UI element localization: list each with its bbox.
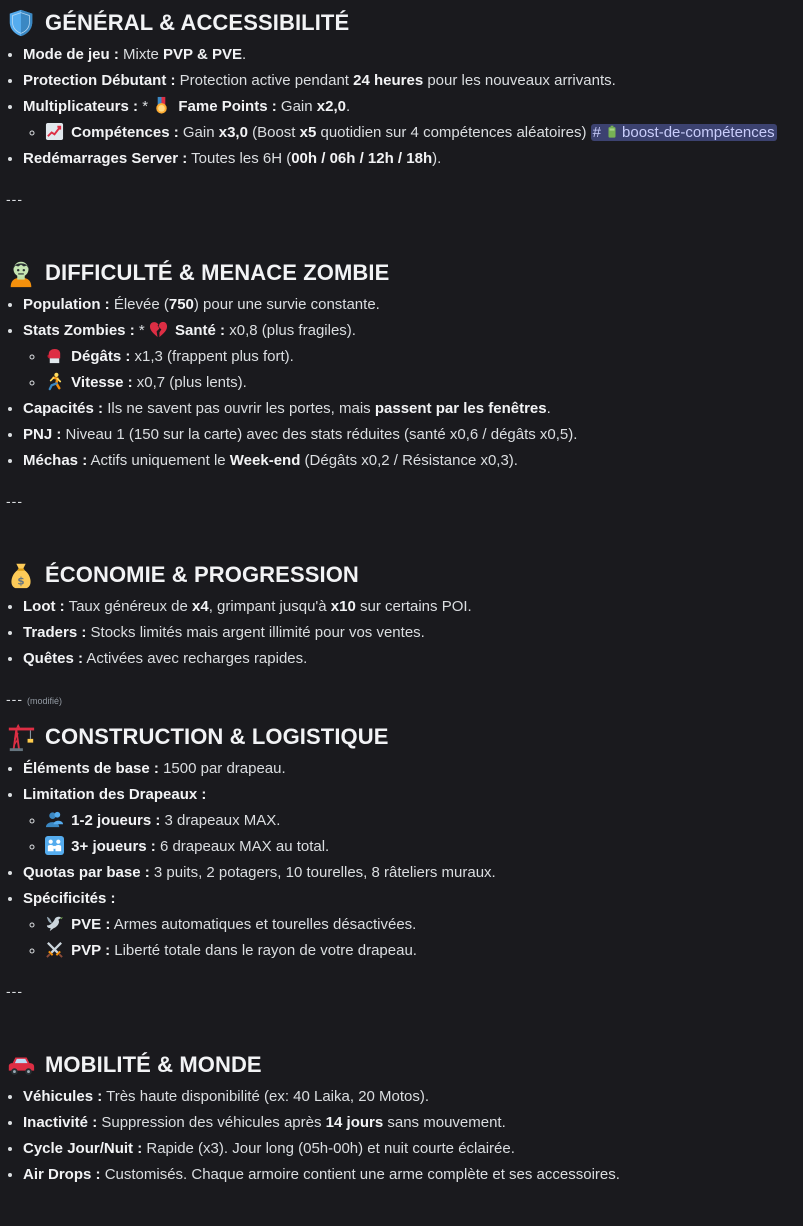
crossed-swords-icon	[45, 940, 64, 959]
car-icon	[6, 1050, 36, 1080]
list-item: • Éléments de base : 1500 par drapeau.	[23, 756, 803, 782]
list-item: • Multiplicateurs : * Fame Points : Gain x2,0. ◦ Compétences : Gain x3,0 (Boost x5 quotidien sur 4 compétences aléatoires) # boost-de-compétences	[23, 94, 803, 146]
list-item: • Stats Zombies : * Santé : x0,8 (plus fragiles). ◦ Dégâts : x1,3 (frappent plus fort). ◦ Vitesse : x0,7 (plus lents).	[23, 318, 803, 396]
dove-icon	[45, 914, 64, 933]
section-title-text: MOBILITÉ & MONDE	[45, 1052, 262, 1077]
list-item: ◦ 3+ joueurs : 6 drapeaux MAX au total.	[45, 834, 803, 860]
boxing-glove-icon	[45, 346, 64, 365]
family-icon	[45, 836, 64, 855]
list-item: • Protection Débutant : Protection active pendant 24 heures pour les nouveaux arrivants.	[23, 68, 803, 94]
list-item: ◦ Vitesse : x0,7 (plus lents).	[45, 370, 803, 396]
list-item: • Cycle Jour/Nuit : Rapide (x3). Jour long (05h-00h) et nuit courte éclairée.	[23, 1136, 803, 1162]
separator: ---	[6, 983, 23, 999]
shield-icon	[6, 8, 36, 38]
list-item: • Quêtes : Activées avec recharges rapides.	[23, 646, 803, 672]
list-item: ◦ Compétences : Gain x3,0 (Boost x5 quotidien sur 4 compétences aléatoires) # boost-de-compétences	[45, 120, 803, 146]
zombie-list	[6, 292, 803, 474]
crane-icon	[6, 722, 36, 752]
construction-list	[6, 756, 803, 964]
separator: --- (modifié)	[6, 691, 63, 707]
list-item: ◦ 1-2 joueurs : 3 drapeaux MAX.	[45, 808, 803, 834]
broken-heart-icon	[149, 320, 168, 339]
section-title-economy	[6, 556, 803, 594]
section-title-general	[6, 4, 803, 42]
list-item: • Population : Élevée (750) pour une survie constante.	[23, 292, 803, 318]
list-item: • Redémarrages Server : Toutes les 6H (00h / 06h / 12h / 18h).	[23, 146, 803, 172]
list-item: ◦ PVP : Liberté totale dans le rayon de votre drapeau.	[45, 938, 803, 964]
chart-increasing-icon	[45, 122, 64, 141]
economy-list	[6, 594, 803, 672]
hash-icon: #	[592, 124, 602, 141]
separator: ---	[6, 493, 23, 509]
general-list	[6, 42, 803, 172]
list-item: • Quotas par base : 3 puits, 2 potagers, 10 tourelles, 8 râteliers muraux.	[23, 860, 803, 886]
list-item: • PNJ : Niveau 1 (150 sur la carte) avec des stats réduites (santé x0,6 / dégâts x0,5).	[23, 422, 803, 448]
list-item: • Inactivité : Suppression des véhicules après 14 jours sans mouvement.	[23, 1110, 803, 1136]
list-item: • Spécificités : ◦ PVE : Armes automatiques et tourelles désactivées. ◦ PVP : Liberté totale dans le rayon de votre drapeau.	[23, 886, 803, 964]
svg-text:$: $	[17, 575, 25, 588]
section-title-text: CONSTRUCTION & LOGISTIQUE	[45, 724, 389, 749]
mobility-list	[6, 1084, 803, 1188]
list-item: • Traders : Stocks limités mais argent illimité pour vos ventes.	[23, 620, 803, 646]
list-item: • Loot : Taux généreux de x4, grimpant jusqu'à x10 sur certains POI.	[23, 594, 803, 620]
channel-mention[interactable]: # boost-de-compétences	[592, 124, 775, 141]
list-item: • Véhicules : Très haute disponibilité (ex: 40 Laika, 20 Motos).	[23, 1084, 803, 1110]
list-item: • Méchas : Actifs uniquement le Week-end (Dégâts x0,2 / Résistance x0,3).	[23, 448, 803, 474]
separator: ---	[6, 191, 23, 207]
battery-icon	[605, 124, 619, 140]
list-item: • Mode de jeu : Mixte PVP & PVE.	[23, 42, 803, 68]
section-title-text: ÉCONOMIE & PROGRESSION	[45, 562, 359, 587]
medal-icon	[152, 96, 171, 115]
section-title-zombie	[6, 254, 803, 292]
list-item: ◦ PVE : Armes automatiques et tourelles désactivées.	[45, 912, 803, 938]
money-bag-icon	[6, 560, 36, 590]
list-item: ◦ Dégâts : x1,3 (frappent plus fort).	[45, 344, 803, 370]
section-title-mobility	[6, 1046, 803, 1084]
list-item: • Limitation des Drapeaux : ◦ 1-2 joueurs : 3 drapeaux MAX. ◦ 3+ joueurs : 6 drapeaux MAX au total.	[23, 782, 803, 860]
zombie-icon	[6, 258, 36, 288]
section-title-construction	[6, 718, 803, 756]
list-item: • Air Drops : Customisés. Chaque armoire contient une arme complète et ses accessoires.	[23, 1162, 803, 1188]
edited-label: (modifié)	[27, 696, 63, 706]
list-item: • Capacités : Ils ne savent pas ouvrir les portes, mais passent par les fenêtres.	[23, 396, 803, 422]
runner-icon	[45, 372, 64, 391]
people-icon	[45, 810, 64, 829]
section-title-text: GÉNÉRAL & ACCESSIBILITÉ	[45, 10, 350, 35]
section-title-text: DIFFICULTÉ & MENACE ZOMBIE	[45, 260, 390, 285]
